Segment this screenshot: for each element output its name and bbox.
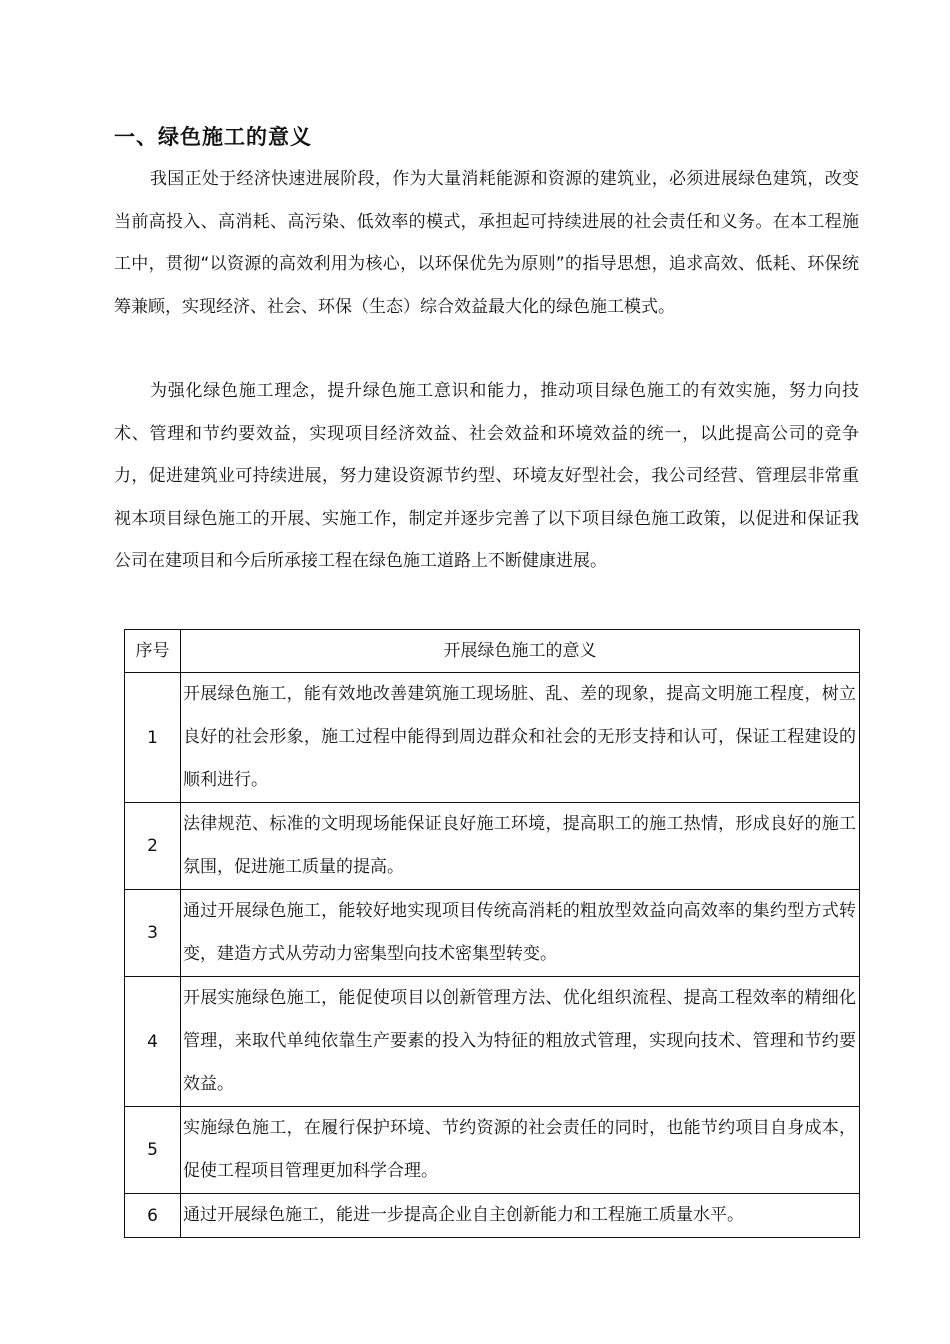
row-text: 开展实施绿色施工，能促使项目以创新管理方法、优化组织流程、提高工程效率的精细化管理，来取代单纯依靠生产要素的投入为特征的粗放式管理，实现向技术、管理和节约要效益。 bbox=[181, 977, 860, 1107]
row-text: 法律规范、标准的文明现场能保证良好施工环境，提高职工的施工热情，形成良好的施工氛围，促进施工质量的提高。 bbox=[181, 803, 860, 890]
table-row bbox=[125, 673, 860, 803]
table-row bbox=[125, 1194, 860, 1238]
row-number: 5 bbox=[125, 1107, 181, 1194]
significance-table bbox=[124, 629, 860, 1238]
row-number: 1 bbox=[125, 673, 181, 803]
row-text: 通过开展绿色施工，能进一步提高企业自主创新能力和工程施工质量水平。 bbox=[181, 1194, 860, 1238]
row-text: 实施绿色施工，在履行保护环境、节约资源的社会责任的同时，也能节约项目自身成本，促使工程项目管理更加科学合理。 bbox=[181, 1107, 860, 1194]
row-text: 开展绿色施工，能有效地改善建筑施工现场脏、乱、差的现象，提高文明施工程度，树立良好的社会形象，施工过程中能得到周边群众和社会的无形支持和认可，保证工程建设的顺利进行。 bbox=[181, 673, 860, 803]
policy-paragraph: 为强化绿色施工理念，提升绿色施工意识和能力，推动项目绿色施工的有效实施，努力向技术、管理和节约要效益，实现项目经济效益、社会效益和环境效益的统一，以此提高公司的竞争力，促进建筑业可持续进展，努力建设资源节约型、环境友好型社会，我公司经营、管理层非常重视本项目绿色施工的开展、实施工作，制定并逐步完善了以下项目绿色施工政策，以促进和保证我公司在建项目和今后所承接工程在绿色施工道路上不断健康进展。 bbox=[114, 381, 859, 571]
table-row bbox=[125, 890, 860, 977]
intro-paragraph: 我国正处于经济快速进展阶段，作为大量消耗能源和资源的建筑业，必须进展绿色建筑，改变当前高投入、高消耗、高污染、低效率的模式，承担起可持续进展的社会责任和义务。在本工程施工中，贯彻“以资源的高效利用为核心，以环保优先为原则”的指导思想，追求高效、低耗、环保统筹兼顾，实现经济、社会、环保（生态）综合效益最大化的绿色施工模式。 bbox=[114, 169, 859, 317]
table-row bbox=[125, 1107, 860, 1194]
row-number: 4 bbox=[125, 977, 181, 1107]
row-number: 2 bbox=[125, 803, 181, 890]
table-row bbox=[125, 977, 860, 1107]
header-meaning: 开展绿色施工的意义 bbox=[181, 630, 860, 673]
table-row bbox=[125, 803, 860, 890]
section-heading: 一、绿色施工的意义 bbox=[114, 125, 312, 149]
row-text: 通过开展绿色施工，能较好地实现项目传统高消耗的粗放型效益向高效率的集约型方式转变，建造方式从劳动力密集型向技术密集型转变。 bbox=[181, 890, 860, 977]
table-header-row bbox=[125, 630, 860, 673]
header-number: 序号 bbox=[125, 630, 181, 673]
row-number: 3 bbox=[125, 890, 181, 977]
row-number: 6 bbox=[125, 1194, 181, 1238]
